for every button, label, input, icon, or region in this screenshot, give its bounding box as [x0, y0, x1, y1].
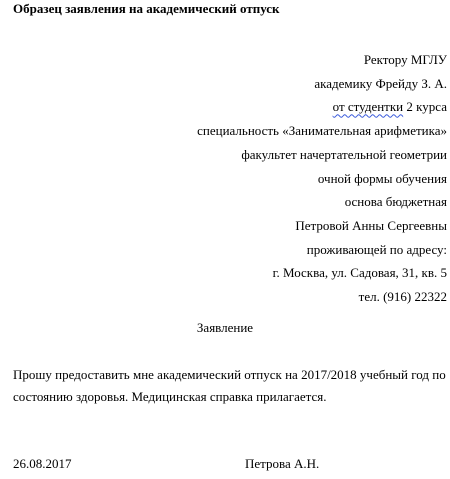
- header-from-line: [197, 95, 447, 119]
- statement-body: [13, 364, 450, 408]
- statement-heading: Заявление: [196, 320, 254, 335]
- addressee-block: [197, 48, 447, 309]
- header-from-prefix: от студентки: [332, 99, 404, 115]
- header-address: г. Москва, ул. Садовая, 31, кв. 5: [272, 265, 447, 281]
- header-phone: тел. (916) 22322: [358, 289, 447, 305]
- statement-body-line: состоянию здоровья. Медицинская справка прилагается.: [13, 389, 327, 404]
- header-funding: основа бюджетная: [344, 194, 447, 210]
- header-addressee: академику Фрейду З. А.: [314, 75, 447, 91]
- statement-date: 26.08.2017: [13, 456, 72, 471]
- header-from-suffix: 2 курса: [403, 99, 447, 115]
- header-faculty: факультет начертательной геометрии: [241, 146, 447, 162]
- statement-signature: Петрова А.Н.: [245, 456, 320, 471]
- header-study-form: очной формы обучения: [317, 170, 447, 186]
- header-residing: проживающей по адресу:: [306, 241, 447, 257]
- statement-body-line: Прошу предоставить мне академический отпуск на 2017/2018 учебный год по: [13, 367, 446, 382]
- header-to-line: Ректору МГЛУ: [363, 52, 447, 67]
- document-title: Образец заявления на академический отпуск: [13, 1, 280, 16]
- header-student-name: Петровой Анны Сергеевны: [295, 217, 447, 233]
- header-specialty: специальность «Занимательная арифметика»: [197, 123, 447, 139]
